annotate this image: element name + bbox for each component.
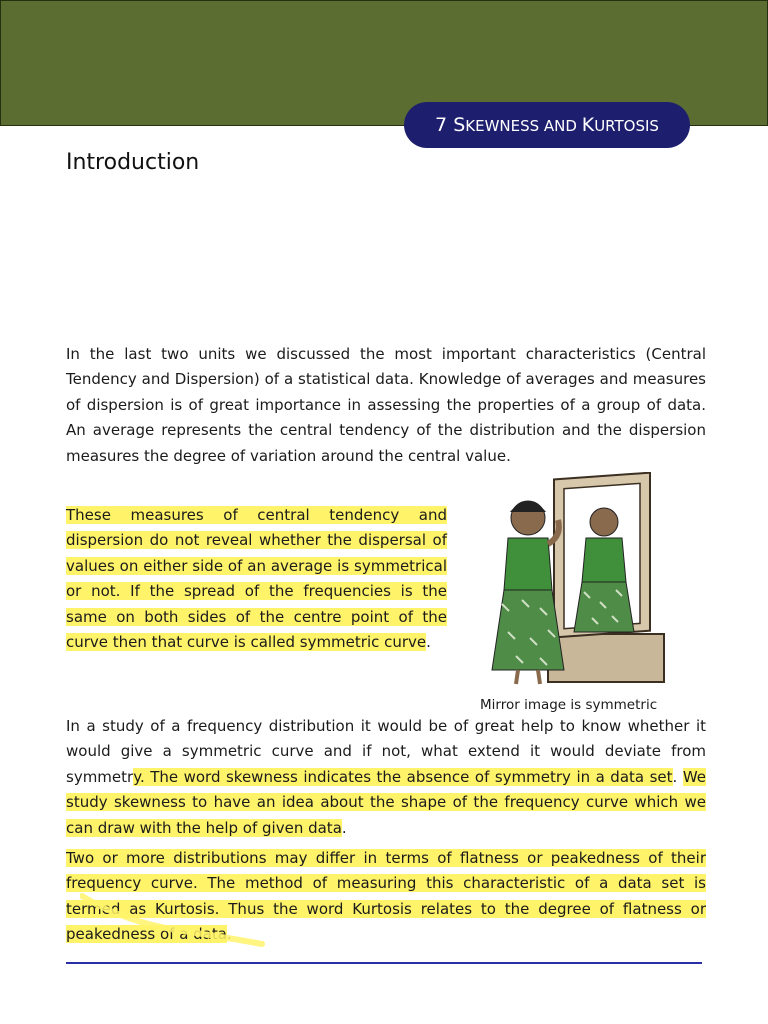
paragraph-text: In the last two units we discussed the most important characteristics (Central Tendency and Dispersion) of a statistical data. Knowledge of averages and measures of dispersion is of great importance in assessing the properties of a group of data. An average represents the central tendency of the distribution and the dispersion measures the degree of variation around the central value. — [66, 345, 706, 465]
chapter-number: 7 — [435, 114, 448, 136]
bottom-divider — [66, 962, 702, 964]
paragraph-text: In a study of a frequency distribution it would be of great help to know whether it would give a symmetric curve and if not, what extend it would deviate from symmetr — [66, 717, 706, 786]
chapter-title-part: K — [581, 114, 595, 136]
chapter-title-part: URTOSIS — [594, 117, 659, 135]
highlighted-text: These measures of central tendency and dispersion do not reveal whether the dispersal of values on either side of an average is symmetrical or not. If the spread of the frequencies is the same on both sides of the centre point of the curve then that curve is called symmetric curve — [66, 506, 447, 652]
highlighter-stroke-mark — [80, 890, 270, 950]
section-heading: Introduction — [66, 150, 200, 175]
figure-caption: Mirror image is symmetric — [480, 697, 658, 713]
paragraph-intro — [66, 342, 706, 469]
girl-mirror-illustration — [488, 472, 668, 692]
highlighted-text: We study skewness to have an idea about the shape of the frequency curve which we can draw with the help of given data — [66, 767, 706, 837]
paragraph-skewness — [66, 714, 706, 841]
paragraph-text: . — [226, 925, 232, 944]
chapter-title — [453, 116, 659, 135]
paragraph-text: . — [341, 818, 347, 837]
mirror-figure — [488, 472, 668, 692]
paragraph-text: . — [672, 767, 683, 786]
highlighted-text: Two or more distributions may differ in terms of flatness or peakedness of their frequency curve. The method of measuring this characteristic of a data set is termed as Kurtosis. Thus the word Kurtosis relates to the degree of flatness or peakedness of a data — [66, 849, 706, 944]
chapter-title-badge — [404, 102, 690, 148]
chapter-title-part: KEWNESS AND — [465, 117, 582, 135]
paragraph-text: . — [426, 633, 431, 652]
chapter-title-part: S — [453, 114, 466, 136]
highlighted-text: y. The word skewness indicates the absence of symmetry in a data set — [133, 767, 673, 786]
paragraph-symmetry — [66, 503, 447, 655]
